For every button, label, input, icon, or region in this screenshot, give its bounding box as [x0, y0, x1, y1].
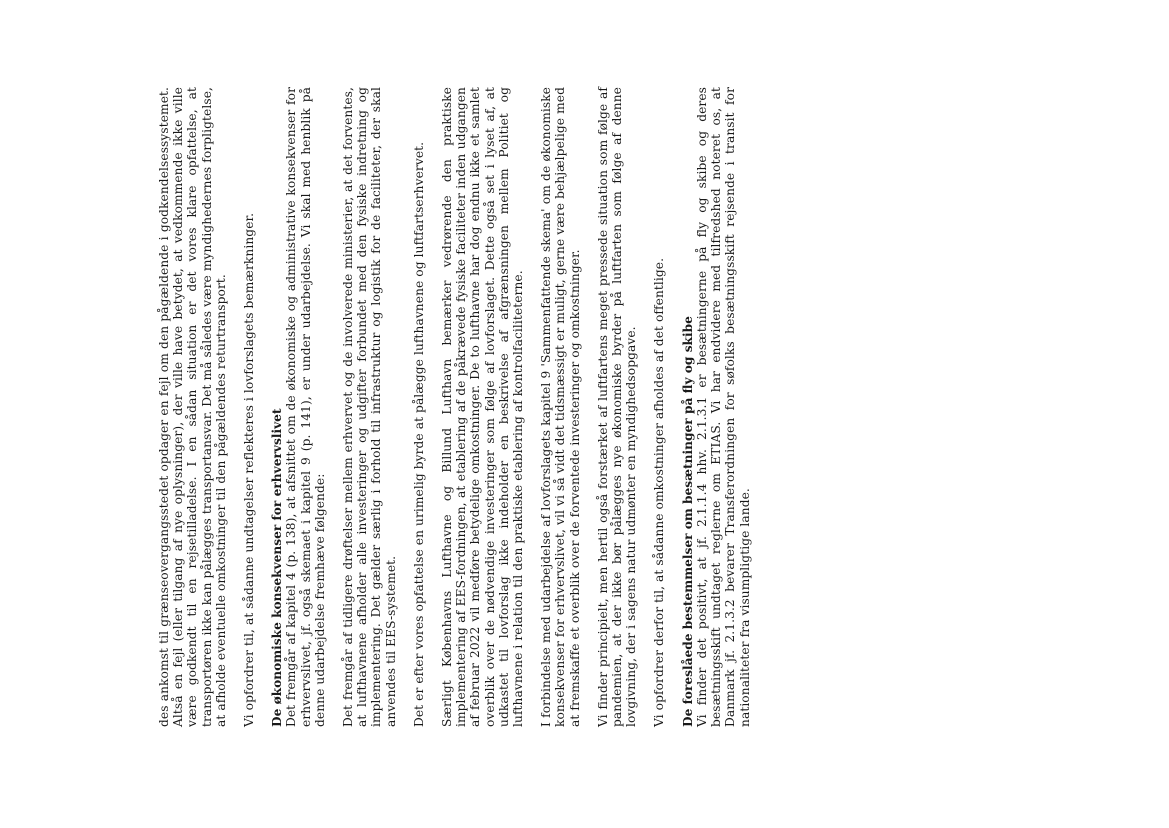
paragraph: Vi opfordrer til, at sådanne undtagelser reflekteres i lovforslagets bemærkninger. [242, 212, 257, 727]
paragraph: des ankomst til grænseovergangsstedet opdager en fejl om den pågældende i godkendelsessystemet. Altså en fejl (eller tilgang af nye oplysninger), der ville have betydet, at vedkommende ikke ville være godkendt til en rejsetilladelse. I en sådan situation er det vores klare opfattelse, at transportøren ikke kan pålægges transportansvar. Det må således være myndighedernes forpligtelse, at afholde eventuelle omkostninger til den pågældendes returtransport. [157, 87, 228, 727]
paragraph: Vi opfordrer derfor til, at sådanne omkostninger afholdes af det offentlige. [652, 257, 667, 727]
section-economic [270, 87, 327, 727]
section-crews [681, 87, 752, 727]
section-heading: De økonomiske konsekvenser for erhvervslivet [270, 408, 285, 727]
paragraph: I forbindelse med udarbejdelse af lovforslagets kapitel 9 'Sammenfattende skema' om de økonomiske konsekvenser for erhvervslivet, vil vi så vidt det tidsmæssigt er muligt, gerne være behjælpelige med at fremskaffe et overblik over de forventede investeringer og omkostninger. [539, 87, 582, 727]
paragraph: Det fremgår af kapitel 4 (p. 138), at afsnittet om de økonomiske og administrative konsekvenser for erhvervslivet, jf. også skemaet i kapitel 9 (p. 141), er under udarbejdelse. Vi skal med henblik på denne udarbejdelse fremhæve følgende: [284, 87, 327, 727]
section-heading: De foreslåede bestemmelser om besætninger på fly og skibe [680, 316, 695, 727]
paragraph: Vi finder det positivt, at jf. 2.1.1.4 hhv. 2.1.3.1 er besætningerne på fly og skibe og deres besætningsskift undtaget reglerne om ETIAS. Vi har endvidere med tilfredshed noteret os, at Danmark jf. 2.1.3.2 bevarer Transferordningen for søfolks besætningsskift rejsende i transit for nationaliteter fra visumpligtige lande. [694, 87, 752, 727]
paragraph: Særligt Københavns Lufthavne og Billund Lufthavn bemærker vedrørende den praktiske implementering af EES-fordningen, at etablering af de påkrævede fysiske faciliteter inden udgangen af februar 2022 vil medføre betydelige omkostninger. De to lufthavne har dog endnu ikke et samlet overblik over de nødvendige investeringer som følge af lovforslaget. Dette også set i lyset af, at udkastet til lovforslag ikke indeholder en beskrivelse af afgrænsningen mellem Politiet og lufthavnene i relation til den praktiske etablering af kontrolfaciliteterne. [440, 87, 526, 727]
paragraph: Det fremgår af tidligere drøftelser mellem erhvervet og de involverede ministerier, at det forventes, at lufthavnene afholder alle investeringer og udgifter forbundet med den fysiske indretning og implementering. Det gælder særlig i forhold til infrastruktur og logistik for de faciliteter, der skal anvendes til EES-systemet. [341, 87, 398, 727]
rotated-document-page [157, 87, 1002, 727]
paragraph: Det er efter vores opfattelse en urimelig byrde at pålægge lufthavnene og luftfartserhvervet. [411, 141, 426, 727]
paragraph: Vi finder principielt, men hertil også forstærket af luftfartens meget pressede situation som følge af pandemien, at der ikke bør pålægges nye økonomiske byrder på luftfarten som følge af denne lovgivning, der i sagens natur udmønter en myndighedsopgave. [595, 87, 639, 727]
